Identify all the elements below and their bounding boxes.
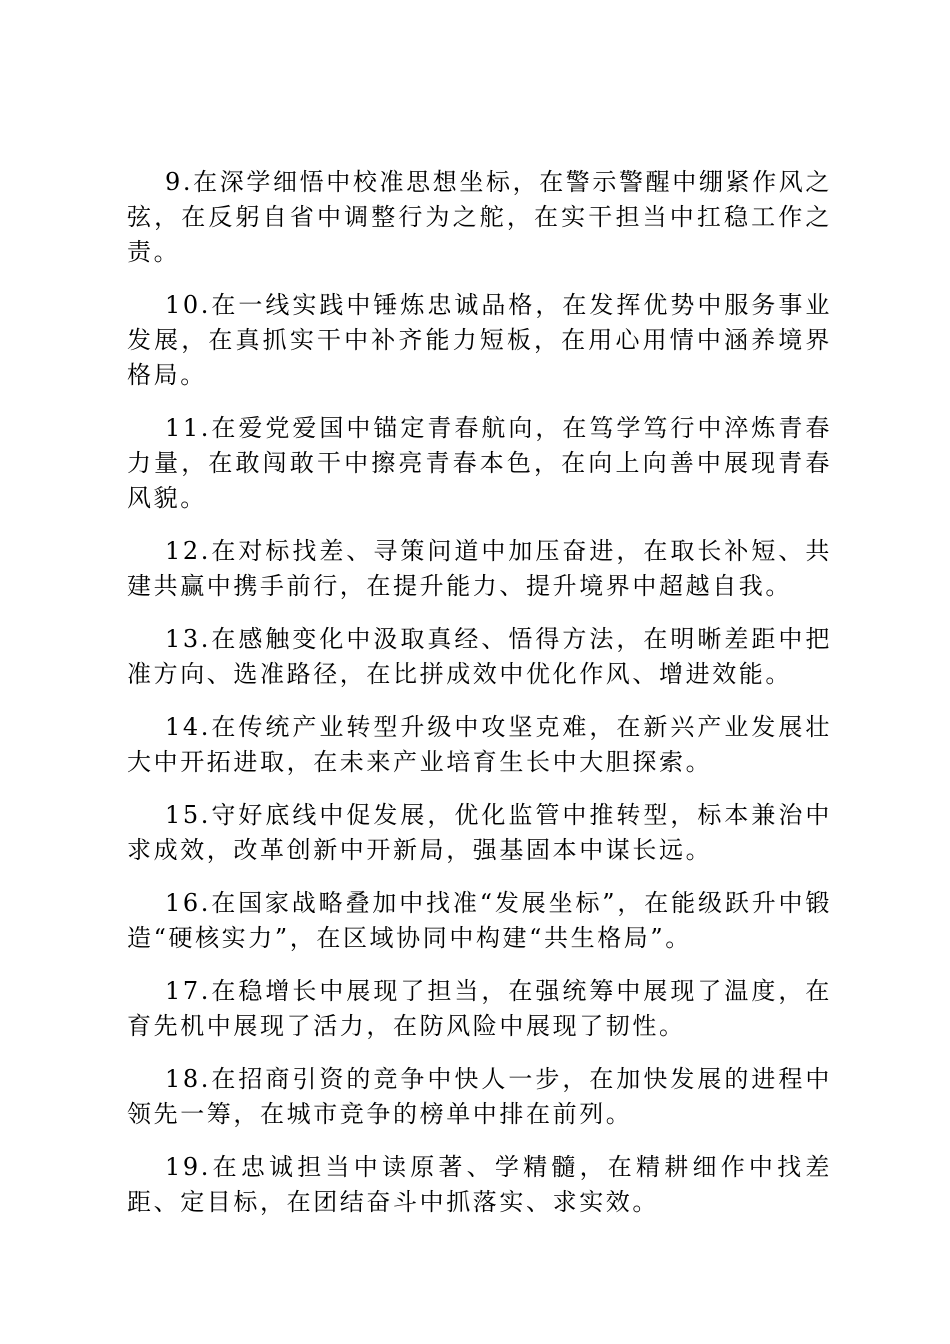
paragraph-item-19: 19.在忠诚担当中读原著、学精髓，在精耕细作中找差距、定目标，在团结奋斗中抓落实、求实效。 (127, 1153, 832, 1216)
paragraph-item-15: 15.守好底线中促发展，优化监管中推转型，标本兼治中求成效，改革创新中开新局，强基固本中谋长远。 (127, 801, 832, 864)
paragraph-item-13: 13.在感触变化中汲取真经、悟得方法，在明晰差距中把准方向、选准路径，在比拼成效中优化作风、增进效能。 (127, 625, 832, 688)
paragraph-item-16: 16.在国家战略叠加中找准“发展坐标”，在能级跃升中锻造“硬核实力”，在区域协同中构建“共生格局”。 (127, 889, 832, 952)
paragraph-item-11: 11.在爱党爱国中锚定青春航向，在笃学笃行中淬炼青春力量，在敢闯敢干中擦亮青春本色，在向上向善中展现青春风貌。 (127, 414, 832, 512)
paragraph-item-18: 18.在招商引资的竞争中快人一步，在加快发展的进程中领先一筹，在城市竞争的榜单中排在前列。 (127, 1065, 832, 1128)
paragraph-item-14: 14.在传统产业转型升级中攻坚克难，在新兴产业发展壮大中开拓进取，在未来产业培育生长中大胆探索。 (127, 713, 832, 776)
paragraph-item-17: 17.在稳增长中展现了担当，在强统筹中展现了温度，在育先机中展现了活力，在防风险中展现了韧性。 (127, 977, 832, 1040)
paragraph-item-12: 12.在对标找差、寻策问道中加压奋进，在取长补短、共建共赢中携手前行，在提升能力、提升境界中超越自我。 (127, 537, 832, 600)
paragraph-item-10: 10.在一线实践中锤炼忠诚品格，在发挥优势中服务事业发展，在真抓实干中补齐能力短板，在用心用情中涵养境界格局。 (127, 291, 832, 389)
document-body (127, 165, 832, 1238)
paragraph-item-9: 9.在深学细悟中校准思想坐标，在警示警醒中绷紧作风之弦，在反躬自省中调整行为之舵，在实干担当中扛稳工作之责。 (127, 168, 832, 266)
